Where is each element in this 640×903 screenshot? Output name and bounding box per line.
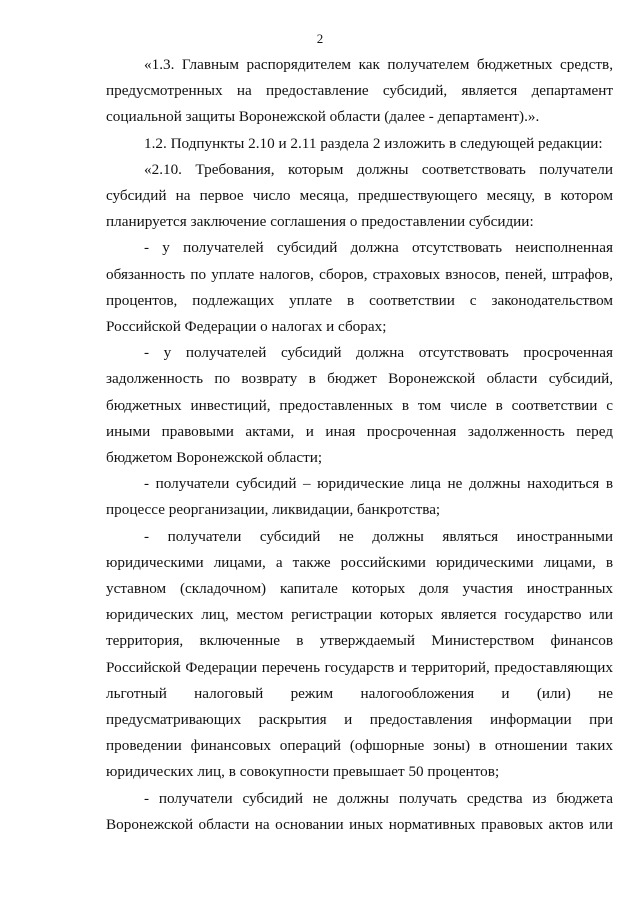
list-item-overdue-debt bbox=[106, 340, 613, 471]
text-line: задолженность по возврату в бюджет Воронежской области субсидий, bbox=[106, 370, 613, 388]
text-line: обязанность по уплате налогов, сборов, страховых взносов, пеней, штрафов, bbox=[106, 265, 613, 283]
list-item-reorganization bbox=[106, 471, 613, 523]
text-line: - у получателей субсидий должна отсутствовать просроченная bbox=[144, 344, 613, 362]
text-line: иными правовыми актами, и иная просроченная задолженность перед bbox=[106, 422, 613, 440]
page-number: 2 bbox=[316, 31, 324, 46]
text-line: Российской Федерации о налогах и сборах; bbox=[106, 318, 387, 336]
paragraph-section-2-10 bbox=[106, 157, 613, 236]
text-line: проведении финансовых операций (офшорные зоны) в отношении таких bbox=[106, 737, 613, 755]
text-line: юридических лиц, в совокупности превышает 50 процентов; bbox=[106, 763, 500, 781]
text-line: - получатели субсидий – юридические лица не должны находиться в bbox=[144, 475, 613, 493]
text-line: Российской Федерации перечень государств и территорий, предоставляющих bbox=[106, 658, 613, 676]
text-line: предусматривающих раскрытия и предоставления информации при bbox=[106, 711, 613, 729]
text-line: Воронежской области на основании иных нормативных правовых актов или bbox=[106, 815, 613, 833]
list-item-other-funds bbox=[106, 786, 613, 838]
text-line: субсидий на первое число месяца, предшествующего месяцу, в котором bbox=[106, 187, 613, 205]
text-line: бюджетных инвестиций, предоставленных в том числе в соответствии с bbox=[106, 396, 613, 414]
text-line: льготный налоговый режим налогообложения и (или) не bbox=[106, 684, 613, 702]
text-line: территория, включенные в утверждаемый Министерством финансов bbox=[106, 632, 613, 650]
paragraph-amendment-1-2 bbox=[106, 131, 613, 157]
text-line: юридическими лицами, а также российскими юридическими лицами, в bbox=[106, 553, 613, 571]
text-line: процентов, подлежащих уплате в соответствии с законодательством bbox=[106, 291, 613, 309]
text-line: планируется заключение соглашения о предоставлении субсидии: bbox=[106, 213, 534, 231]
text-line: 1.2. Подпункты 2.10 и 2.11 раздела 2 изложить в следующей редакции: bbox=[144, 134, 603, 152]
list-item-foreign-entities bbox=[106, 524, 613, 786]
text-line: - получатели субсидий не должны являться иностранными bbox=[144, 527, 613, 545]
text-line: - получатели субсидий не должны получать средства из бюджета bbox=[144, 789, 613, 807]
text-line: бюджетом Воронежской области; bbox=[106, 449, 323, 467]
text-line: предусмотренных на предоставление субсидий, является департамент bbox=[106, 82, 613, 100]
text-line: социальной защиты Воронежской области (далее - департамент).». bbox=[106, 108, 540, 126]
text-line: уставном (складочном) капитале которых доля участия иностранных bbox=[106, 580, 613, 598]
text-line: «1.3. Главным распорядителем как получателем бюджетных средств, bbox=[144, 56, 613, 73]
document-body bbox=[106, 52, 613, 838]
text-line: процессе реорганизации, ликвидации, банкротства; bbox=[106, 501, 441, 519]
list-item-tax-obligations bbox=[106, 235, 613, 340]
text-line: - у получателей субсидий должна отсутствовать неисполненная bbox=[144, 239, 613, 257]
text-line: «2.10. Требования, которым должны соответствовать получатели bbox=[144, 160, 613, 178]
text-line: юридических лиц, местом регистрации которых является государство или bbox=[106, 606, 613, 624]
paragraph-section-1-3 bbox=[106, 52, 613, 131]
